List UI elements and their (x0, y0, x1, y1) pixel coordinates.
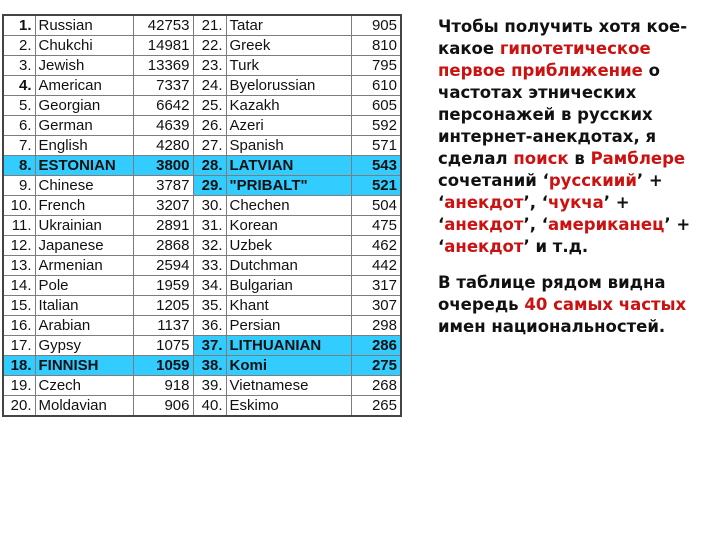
name-left: German (35, 116, 133, 136)
count-left: 6642 (133, 96, 193, 116)
table-row (3, 216, 401, 236)
count-right: 905 (351, 15, 401, 36)
name-left: Pole (35, 276, 133, 296)
count-left: 1959 (133, 276, 193, 296)
count-right: 298 (351, 316, 401, 336)
name-left: Georgian (35, 96, 133, 116)
name-right: Korean (226, 216, 351, 236)
rank-left: 9. (3, 176, 35, 196)
table-row (3, 176, 401, 196)
count-left: 13369 (133, 56, 193, 76)
highlighted-phrase: анекдот (444, 193, 524, 212)
count-left: 2891 (133, 216, 193, 236)
table-row (3, 276, 401, 296)
table-body (3, 15, 401, 416)
highlighted-phrase: чукча (548, 193, 604, 212)
name-left: Czech (35, 376, 133, 396)
name-left: ESTONIAN (35, 156, 133, 176)
rank-right: 27. (193, 136, 226, 156)
rank-left: 12. (3, 236, 35, 256)
ethnic-frequency-table (2, 14, 402, 417)
count-left: 2868 (133, 236, 193, 256)
name-right: "PRIBALT" (226, 176, 351, 196)
rank-right: 25. (193, 96, 226, 116)
text-segment: ’ + ‘ (438, 215, 691, 256)
table-row (3, 136, 401, 156)
count-left: 4639 (133, 116, 193, 136)
count-left: 42753 (133, 15, 193, 36)
name-right: Khant (226, 296, 351, 316)
count-left: 3207 (133, 196, 193, 216)
table-row (3, 236, 401, 256)
table-row (3, 356, 401, 376)
text-segment: ’ + ‘ (438, 193, 630, 234)
rank-left: 3. (3, 56, 35, 76)
rank-left: 20. (3, 396, 35, 417)
text-segment: Чтобы получить хотя кое-какое (438, 17, 688, 58)
count-right: 605 (351, 96, 401, 116)
highlighted-phrase: американец (548, 215, 665, 234)
table-row (3, 256, 401, 276)
rank-left: 2. (3, 36, 35, 56)
rank-right: 35. (193, 296, 226, 316)
name-right: Kazakh (226, 96, 351, 116)
count-left: 906 (133, 396, 193, 417)
name-right: Uzbek (226, 236, 351, 256)
name-right: Tatar (226, 15, 351, 36)
rank-right: 40. (193, 396, 226, 417)
text-segment: ’, ‘ (523, 193, 548, 212)
count-right: 317 (351, 276, 401, 296)
rank-left: 6. (3, 116, 35, 136)
rank-right: 23. (193, 56, 226, 76)
name-right: LITHUANIAN (226, 336, 351, 356)
rank-left: 19. (3, 376, 35, 396)
count-right: 810 (351, 36, 401, 56)
rank-left: 16. (3, 316, 35, 336)
rank-left: 15. (3, 296, 35, 316)
rank-right: 24. (193, 76, 226, 96)
name-left: Armenian (35, 256, 133, 276)
highlighted-phrase: русскиий (548, 171, 637, 190)
paragraph-method (438, 16, 716, 258)
rank-left: 4. (3, 76, 35, 96)
rank-left: 8. (3, 156, 35, 176)
count-right: 275 (351, 356, 401, 376)
text-segment: ’ и т.д. (523, 237, 589, 256)
count-right: 286 (351, 336, 401, 356)
rank-right: 31. (193, 216, 226, 236)
count-left: 1059 (133, 356, 193, 376)
rank-left: 17. (3, 336, 35, 356)
count-right: 265 (351, 396, 401, 417)
rank-left: 7. (3, 136, 35, 156)
table-row (3, 156, 401, 176)
table-row (3, 336, 401, 356)
highlighted-phrase: анекдот (444, 215, 524, 234)
rank-right: 28. (193, 156, 226, 176)
rank-left: 13. (3, 256, 35, 276)
table-row (3, 396, 401, 417)
name-left: Gypsy (35, 336, 133, 356)
count-left: 3800 (133, 156, 193, 176)
count-left: 14981 (133, 36, 193, 56)
name-right: Spanish (226, 136, 351, 156)
name-left: Jewish (35, 56, 133, 76)
table-row (3, 116, 401, 136)
name-left: English (35, 136, 133, 156)
count-right: 543 (351, 156, 401, 176)
table-row (3, 76, 401, 96)
name-left: Chinese (35, 176, 133, 196)
count-left: 1205 (133, 296, 193, 316)
count-right: 442 (351, 256, 401, 276)
name-right: Chechen (226, 196, 351, 216)
name-left: Japanese (35, 236, 133, 256)
highlighted-phrase: гипотетическое первое приближение (438, 39, 651, 80)
rank-right: 32. (193, 236, 226, 256)
name-right: Byelorussian (226, 76, 351, 96)
rank-right: 38. (193, 356, 226, 376)
name-right: Turk (226, 56, 351, 76)
text-segment: сочетаний ‘ (438, 171, 549, 190)
name-right: Vietnamese (226, 376, 351, 396)
count-left: 2594 (133, 256, 193, 276)
explanation-text (438, 16, 716, 352)
rank-right: 33. (193, 256, 226, 276)
table-row (3, 296, 401, 316)
text-segment: В таблице рядом видна очередь (438, 273, 666, 314)
name-left: American (35, 76, 133, 96)
text-segment: ’, ‘ (523, 215, 548, 234)
text-segment: ’ + ‘ (438, 171, 663, 212)
name-right: LATVIAN (226, 156, 351, 176)
text-segment: о частотах этнических персонажей в русских интернет-анекдотах, я сделал (438, 61, 660, 168)
name-right: Persian (226, 316, 351, 336)
rank-right: 26. (193, 116, 226, 136)
rank-right: 39. (193, 376, 226, 396)
table-row (3, 316, 401, 336)
paragraph-summary (438, 272, 716, 338)
highlighted-phrase: поиск (513, 149, 569, 168)
rank-left: 18. (3, 356, 35, 376)
count-left: 3787 (133, 176, 193, 196)
count-right: 268 (351, 376, 401, 396)
name-left: Russian (35, 15, 133, 36)
count-left: 4280 (133, 136, 193, 156)
table-row (3, 376, 401, 396)
count-right: 307 (351, 296, 401, 316)
name-right: Azeri (226, 116, 351, 136)
text-segment: в (568, 149, 591, 168)
rank-right: 30. (193, 196, 226, 216)
rank-right: 34. (193, 276, 226, 296)
rank-right: 37. (193, 336, 226, 356)
table-row (3, 56, 401, 76)
count-right: 571 (351, 136, 401, 156)
rank-left: 1. (3, 15, 35, 36)
text-segment: имен национальностей. (438, 317, 666, 336)
table-row (3, 15, 401, 36)
name-left: Italian (35, 296, 133, 316)
name-right: Dutchman (226, 256, 351, 276)
rank-right: 22. (193, 36, 226, 56)
name-left: FINNISH (35, 356, 133, 376)
count-right: 521 (351, 176, 401, 196)
table-row (3, 196, 401, 216)
rank-right: 36. (193, 316, 226, 336)
count-left: 1075 (133, 336, 193, 356)
name-left: French (35, 196, 133, 216)
count-right: 504 (351, 196, 401, 216)
name-right: Greek (226, 36, 351, 56)
rank-left: 10. (3, 196, 35, 216)
name-right: Eskimo (226, 396, 351, 417)
count-left: 7337 (133, 76, 193, 96)
count-right: 462 (351, 236, 401, 256)
rank-left: 11. (3, 216, 35, 236)
highlighted-phrase: 40 самых частых (524, 295, 687, 314)
highlighted-phrase: Рамблере (590, 149, 686, 168)
count-left: 918 (133, 376, 193, 396)
name-left: Ukrainian (35, 216, 133, 236)
count-left: 1137 (133, 316, 193, 336)
count-right: 795 (351, 56, 401, 76)
rank-left: 14. (3, 276, 35, 296)
table-row (3, 96, 401, 116)
rank-left: 5. (3, 96, 35, 116)
name-left: Arabian (35, 316, 133, 336)
count-right: 592 (351, 116, 401, 136)
rank-right: 21. (193, 15, 226, 36)
name-right: Bulgarian (226, 276, 351, 296)
name-left: Chukchi (35, 36, 133, 56)
count-right: 475 (351, 216, 401, 236)
table-row (3, 36, 401, 56)
name-left: Moldavian (35, 396, 133, 417)
count-right: 610 (351, 76, 401, 96)
highlighted-phrase: анекдот (444, 237, 524, 256)
name-right: Komi (226, 356, 351, 376)
rank-right: 29. (193, 176, 226, 196)
